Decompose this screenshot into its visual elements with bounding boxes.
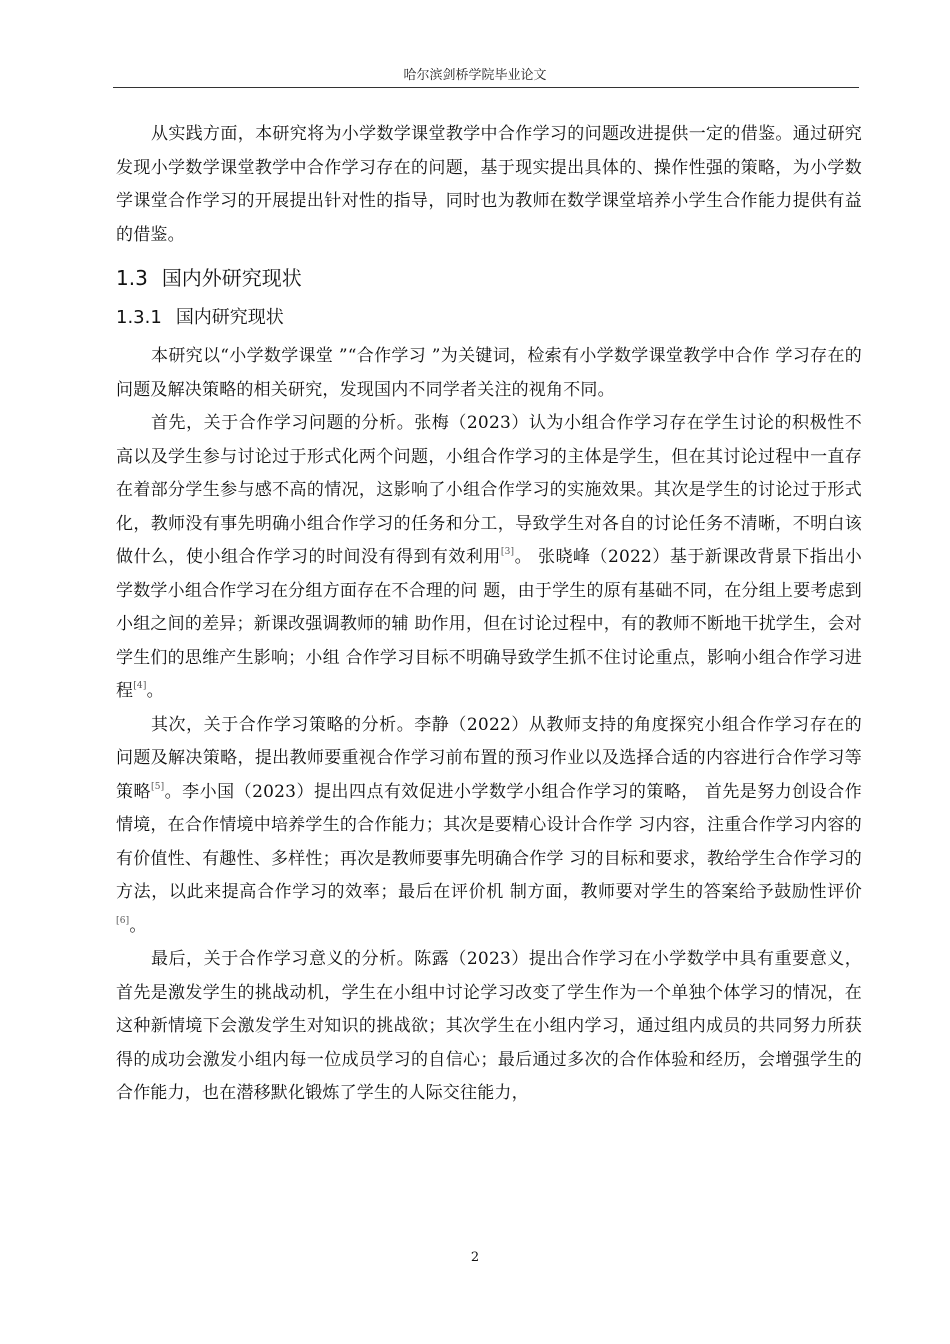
- section-number: 1.3: [116, 266, 148, 290]
- paragraph-significance-analysis: 最后，关于合作学习意义的分析。陈露（2023）提出合作学习在小学数学中具有重要意义，首先是激发学生的挑战动机，学生在小组中讨论学习改变了学生作为一个单独个体学习的情况，在这种新情境下会激发学生对知识的挑战欲；其次学生在小组内学习，通过组内成员的共同努力所获得的成功会激发小组内每一位成员学习的自信心；最后通过多次的合作体验和经历，会增强学生的合作能力，也在潜移默化锻炼了学生的人际交往能力，: [116, 949, 862, 1103]
- paragraph-text: 其次，关于合作学习策略的分析。李静（2022）从教师支持的角度探究小组合作学习存在的问题及解决策略，提出教师要重视合作学习前布置的预习作业以及选择合适的内容进行合作学习等策略: [116, 714, 862, 802]
- subsection-title: 国内研究现状: [175, 307, 284, 328]
- paragraph-text: 。: [129, 915, 147, 936]
- citation-ref: [6]: [116, 915, 130, 926]
- page-number: 2: [470, 1250, 480, 1265]
- paragraph-text: 。 张晓峰（2022）基于新课改背景下指出小学数学小组合作学习在分组方面存在不合理的问 题，由于学生的原有基础不同，在分组上要考虑到小组之间的差异；新课改强调教师的辅 助作用，但在讨论过程中，有的教师不断地干扰学生，会对学生们的思维产生影响；小组 合作学习目标不明确导致学生抓不住讨论重点，影响小组合作学习进程: [116, 547, 862, 701]
- paragraph-practice: 从实践方面，本研究将为小学数学课堂教学中合作学习的问题改进提供一定的借鉴。通过研究发现小学数学课堂教学中合作学习存在的问题，基于现实提出具体的、操作性强的策略，为小学数学课堂合作学习的开展提出针对性的指导，同时也为教师在数学课堂培养小学生合作能力提供有益的借鉴。: [116, 124, 862, 245]
- header-rule: [113, 87, 859, 88]
- paragraph-strategy-analysis: [116, 709, 862, 944]
- running-header: 哈尔滨剑桥学院毕业论文: [403, 68, 547, 83]
- paragraph-problem-analysis: [116, 407, 862, 709]
- paragraph-text: 。李小国（2023）提出四点有效促进小学数学小组合作学习的策略， 首先是努力创设合作情境，在合作情境中培养学生的合作能力；其次是要精心设计合作学 习内容，注重合作学习内容的有价值性、有趣性、多样性；再次是教师要事先明确合作学 习的目标和要求，教给学生合作学习的方法，以此来提高合作学习的效率；最后在评价机 制方面，教师要对学生的答案给予鼓励性评价: [116, 781, 862, 902]
- section-title: 国内外研究现状: [161, 266, 302, 290]
- section-heading: [116, 260, 862, 296]
- citation-ref: [4]: [133, 681, 147, 691]
- paragraph-text: 首先，关于合作学习问题的分析。张梅（2023）认为小组合作学习存在学生讨论的积极性不高以及学生参与讨论过于形式化两个问题，小组合作学习的主体是学生，但在其讨论过程中一直存在着部分学生参与感不高的情况，这影响了小组合作学习的实施效果。其次是学生的讨论过于形式化，教师没有事先明确小组合作学习的任务和分工，导致学生对各自的讨论任务不清晰，不明白该做什么，使小组合作学习的时间没有得到有效利用: [116, 413, 862, 567]
- page-body: [116, 118, 862, 1111]
- citation-ref: [3]: [500, 547, 515, 557]
- citation-ref: [5]: [151, 781, 165, 792]
- subsection-number: 1.3.1: [116, 307, 162, 328]
- subsection-heading: [116, 300, 862, 336]
- paragraph-keywords: 本研究以“小学数学课堂 ”“合作学习 ”为关键词，检索有小学数学课堂教学中合作 学习存在的问题及解决策略的相关研究，发现国内不同学者关注的视角不同。: [116, 346, 862, 400]
- paragraph-text: 。: [146, 681, 164, 701]
